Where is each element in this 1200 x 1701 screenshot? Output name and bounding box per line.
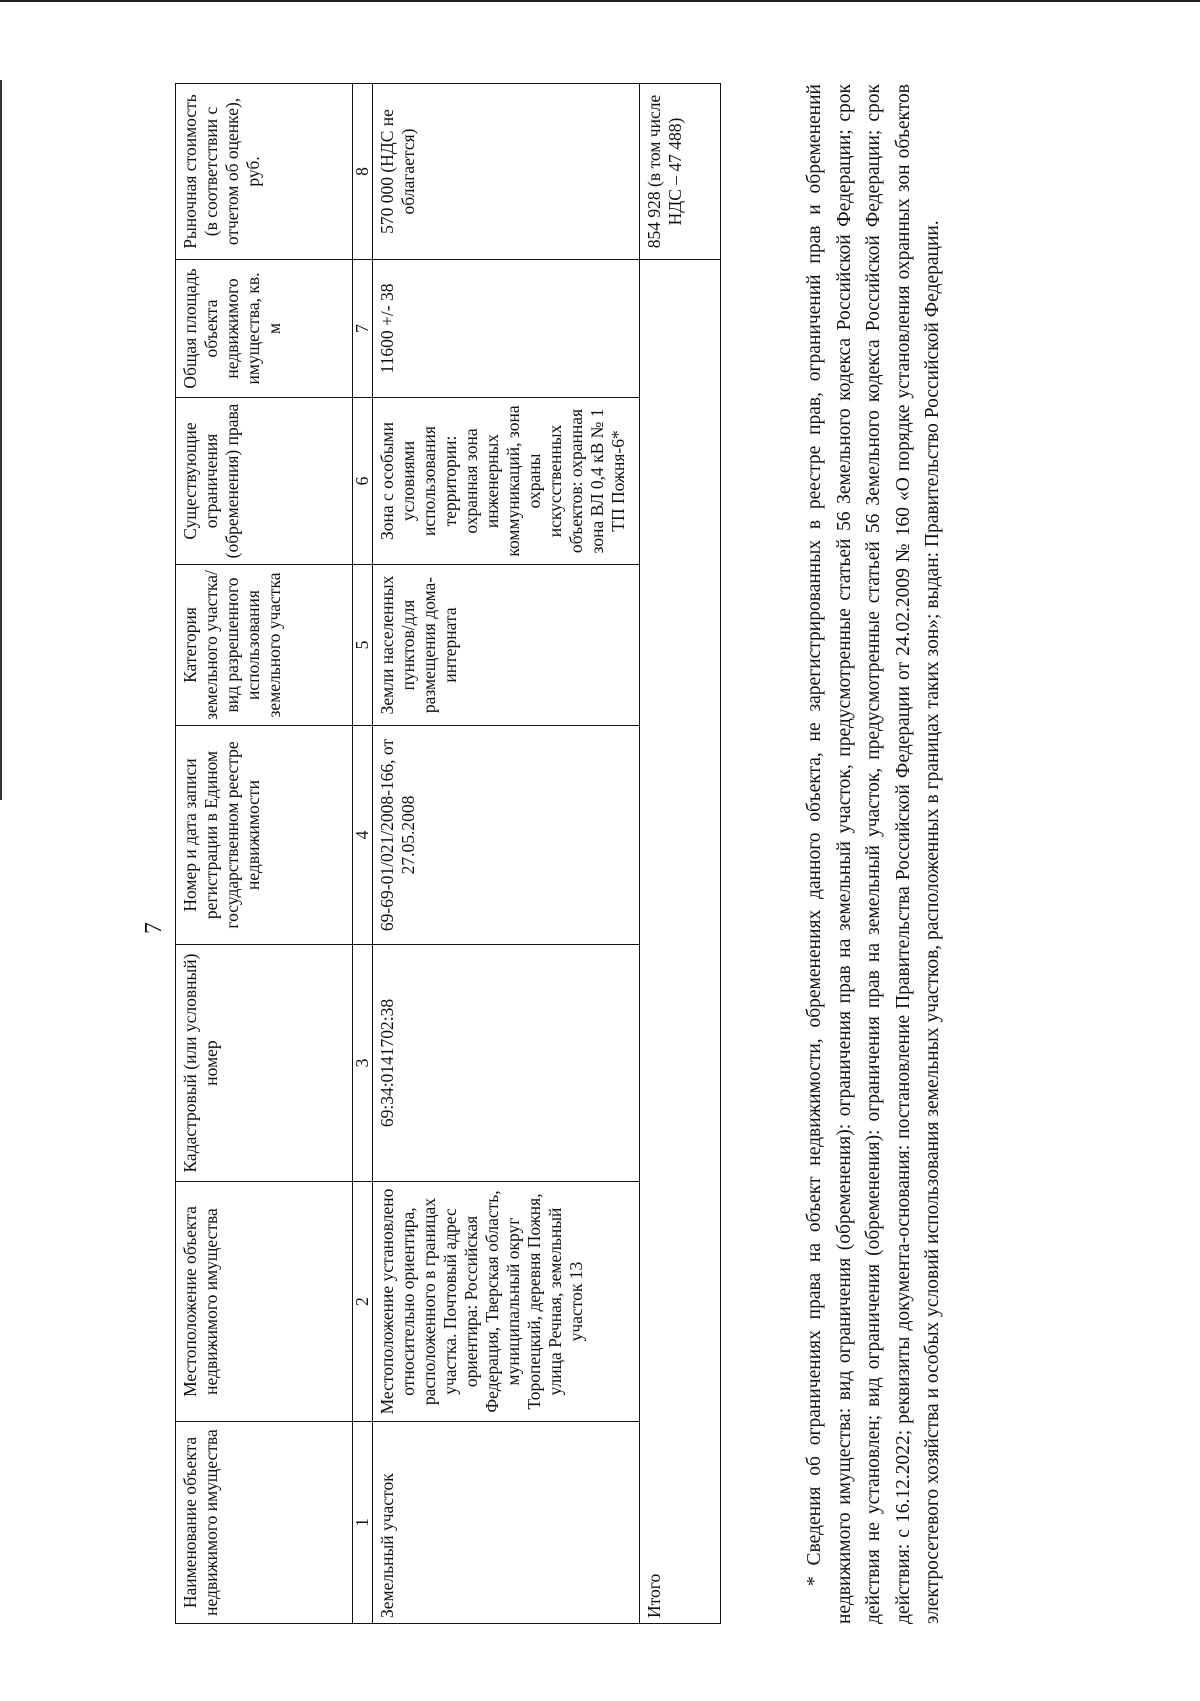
header-cell: Категория земельного участка/вид разрешенного использования земельного участка	[176, 565, 353, 726]
header-cell: Кадастровый (или условный) номер	[176, 945, 353, 1182]
scan-edge-left	[0, 80, 2, 800]
column-number: 3	[353, 945, 373, 1182]
column-number: 5	[353, 565, 373, 726]
column-number: 8	[353, 84, 373, 260]
total-label: Итого	[640, 260, 721, 1624]
restrictions-cell: Зона с особыми условиями использования территории: охранная зона инженерных коммуникаций, зона охраны искусственных объектов: охранная зона ВЛ 0,4 кВ № 1 ТП Пожня-6*	[373, 398, 640, 565]
header-cell: Общая площадь объекта недвижимого имущества, кв. м	[176, 260, 353, 398]
category-cell: Земли населенных пунктов/для размещения дома-интерната	[373, 565, 640, 726]
rotated-page	[141, 84, 1075, 1624]
price-cell: 570 000 (НДС не облагается)	[373, 84, 640, 260]
total-value: 854 928 (в том числе НДС – 47 488)	[640, 84, 721, 260]
table-header-row	[176, 84, 353, 1624]
column-number-row	[353, 84, 373, 1624]
page-number: 7	[141, 922, 167, 934]
location-cell: Местоположение установлено относительно ориентира, расположенного в границах участка. Почтовый адрес ориентира: Российская Федерация, Тверская область, муниципальный округ Торопецкий, деревня Пожня, улица Речная, земельный участок 13	[373, 1182, 640, 1422]
header-cell: Номер и дата записи регистрации в Едином государственном реестре недвижимости	[176, 726, 353, 945]
footnote-text: * Сведения об ограничениях права на объект недвижимости, обременениях данного объекта, не зарегистрированных в реестре прав, ограничений прав и обременений недвижимого имущества: вид ограничения (обременения): ограничения прав на земельный участок, предусмотренные статьей 56 Земельного кодекса Российской Федерации; срок действия не установлен; вид ограничения (обременения): ограничения прав на земельный участок, предусмотренные статьей 56 Земельного кодекса Российской Федерации; срок действия: с 16.12.2022; реквизиты документа-основания: постановление Правительства Российской Федерации от 24.02.2009 № 160 «О порядке установления охранных зон объектов электросетевого хозяйства и особых условий использования земельных участков, расположенных в границах таких зон»; выдан: Правительство Российской Федерации.	[804, 84, 943, 1624]
header-cell: Существующие ограничения (обременения) права	[176, 398, 353, 565]
column-number: 4	[353, 726, 373, 945]
column-number: 1	[353, 1422, 373, 1624]
table-row	[373, 84, 640, 1624]
footnote	[800, 84, 948, 1624]
column-number: 6	[353, 398, 373, 565]
registration-cell: 69-69-01/021/2008-166, от 27.05.2008	[373, 726, 640, 945]
column-number: 7	[353, 260, 373, 398]
header-cell: Наименование объекта недвижимого имущества	[176, 1422, 353, 1624]
object-name-cell: Земельный участок	[373, 1422, 640, 1624]
header-cell: Местоположение объекта недвижимого имущества	[176, 1182, 353, 1422]
scan-edge-top	[0, 0, 1200, 2]
property-table	[175, 83, 721, 1624]
cadastral-number-cell: 69:34:0141702:38	[373, 945, 640, 1182]
total-row	[640, 84, 721, 1624]
header-cell: Рыночная стоимость (в соответствии с отчетом об оценке), руб.	[176, 84, 353, 260]
column-number: 2	[353, 1182, 373, 1422]
area-cell: 11600 +/- 38	[373, 260, 640, 398]
